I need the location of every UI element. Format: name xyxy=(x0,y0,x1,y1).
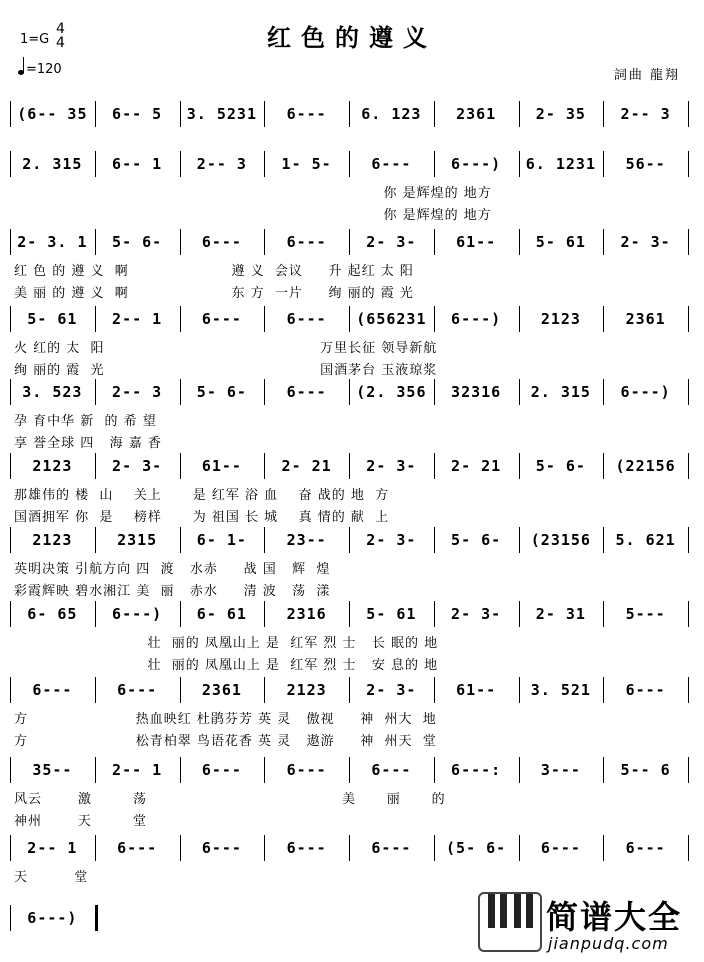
bar-line xyxy=(349,101,350,127)
bar-line xyxy=(434,527,435,553)
bar-line xyxy=(519,379,520,405)
lyric-line xyxy=(0,484,704,504)
measure: 2-- 1 xyxy=(112,310,163,328)
measure: 2-- 1 xyxy=(112,761,163,779)
bar-line xyxy=(434,229,435,255)
bar-line xyxy=(180,306,181,332)
measure: 2- 21 xyxy=(281,457,332,475)
measure: 1- 5- xyxy=(281,155,332,173)
measure: 6---) xyxy=(620,383,671,401)
measure: 6- 65 xyxy=(27,605,78,623)
measure: 6---) xyxy=(451,155,502,173)
lyric-text: 风云 激 荡 美 丽 的 xyxy=(14,792,446,807)
measure: 2. 315 xyxy=(530,383,591,401)
bar-line xyxy=(349,229,350,255)
measure: 2361 xyxy=(201,681,242,699)
measure: 5-- 6 xyxy=(620,761,671,779)
bar-line xyxy=(264,757,265,783)
measure: 5- 61 xyxy=(27,310,78,328)
bar-line xyxy=(95,151,96,177)
measure: 2- 3- xyxy=(620,233,671,251)
bar-line xyxy=(95,101,96,127)
measure: 2- 21 xyxy=(451,457,502,475)
bar-line xyxy=(434,101,435,127)
bar-line xyxy=(264,379,265,405)
staff-row xyxy=(0,600,704,627)
bar-line xyxy=(688,601,689,627)
bar-line xyxy=(603,151,604,177)
measure: 6--- xyxy=(625,839,666,857)
bar-line xyxy=(519,306,520,332)
lyric-line xyxy=(0,632,704,652)
logo-text: 简谱大全 xyxy=(546,898,683,936)
song-title: 红色的遵义 xyxy=(267,23,437,52)
bar-line xyxy=(519,151,520,177)
time-signature-bottom: 4 xyxy=(56,35,65,51)
bar-line xyxy=(264,527,265,553)
bar-line xyxy=(688,306,689,332)
bar-line xyxy=(95,306,96,332)
staff-row xyxy=(0,676,704,703)
measure: 6--- xyxy=(286,839,327,857)
measure: (6-- 35 xyxy=(17,105,88,123)
lyric-line xyxy=(0,810,704,830)
lyric-text: 火 红的 太 阳 万里长征 领导新航 xyxy=(14,341,438,356)
bar-line xyxy=(180,677,181,703)
measure: 6---) xyxy=(27,909,78,927)
bar-line xyxy=(180,101,181,127)
bar-line xyxy=(519,101,520,127)
bar-line xyxy=(349,379,350,405)
measure: 6. 1231 xyxy=(525,155,596,173)
bar-line xyxy=(434,379,435,405)
bar-line xyxy=(519,601,520,627)
bar-line xyxy=(10,151,11,177)
measure: 6--- xyxy=(371,155,412,173)
bar-line xyxy=(688,151,689,177)
measure: 6--- xyxy=(286,383,327,401)
staff-row xyxy=(0,228,704,255)
bar-line xyxy=(10,601,11,627)
lyric-line xyxy=(0,182,704,202)
bar-line xyxy=(10,379,11,405)
key-signature: 1=G xyxy=(20,32,50,47)
bar-line xyxy=(603,527,604,553)
lyric-text: 神州 天 堂 xyxy=(14,814,147,829)
bar-line xyxy=(264,601,265,627)
measure: 56-- xyxy=(625,155,666,173)
measure: 2. 315 xyxy=(22,155,83,173)
measure: 3. 521 xyxy=(530,681,591,699)
staff-row xyxy=(0,150,704,177)
bar-line xyxy=(434,601,435,627)
bar-line xyxy=(603,835,604,861)
lyric-line xyxy=(0,708,704,728)
bar-line xyxy=(349,601,350,627)
bar-line xyxy=(180,527,181,553)
bar-line xyxy=(180,601,181,627)
bar-line xyxy=(349,677,350,703)
lyric-line xyxy=(0,359,704,379)
staff-row xyxy=(0,756,704,783)
bar-line xyxy=(95,527,96,553)
lyric-text: 享 誉全球 四 海 嘉 香 xyxy=(14,436,162,451)
measure: 6--- xyxy=(32,681,73,699)
lyric-text: 英明决策 引航方向 四 渡 水赤 战 国 辉 煌 xyxy=(14,562,331,577)
measure: 2- 31 xyxy=(535,605,586,623)
measure: 2123 xyxy=(32,457,73,475)
bar-line xyxy=(688,527,689,553)
measure: 2- 3- xyxy=(366,233,417,251)
measure: 3--- xyxy=(540,761,581,779)
measure: 5- 61 xyxy=(535,233,586,251)
measure: 2- 3- xyxy=(112,457,163,475)
lyric-text: 你 是辉煌的 地方 xyxy=(14,208,492,223)
measure: 5- 6- xyxy=(112,233,163,251)
bar-line xyxy=(95,677,96,703)
measure: 6---) xyxy=(451,310,502,328)
measure: 35-- xyxy=(32,761,73,779)
bar-line xyxy=(180,151,181,177)
measure: 61-- xyxy=(456,681,497,699)
measure: 5. 621 xyxy=(615,531,676,549)
measure: 6- 61 xyxy=(196,605,247,623)
measure: 5- 6- xyxy=(451,531,502,549)
measure: (23156 xyxy=(530,531,591,549)
measure: 2316 xyxy=(286,605,327,623)
measure: 6--- xyxy=(286,761,327,779)
lyric-text: 壮 丽的 凤凰山上 是 红军 烈 士 安 息的 地 xyxy=(14,658,439,673)
lyric-line xyxy=(0,432,704,452)
measure: 6--- xyxy=(201,233,242,251)
quarter-note-icon xyxy=(18,70,24,75)
logo-url: jianpudq.com xyxy=(548,934,669,953)
bar-line xyxy=(349,453,350,479)
bar-line xyxy=(688,453,689,479)
bar-line xyxy=(688,835,689,861)
bar-line xyxy=(10,229,11,255)
lyric-line xyxy=(0,337,704,357)
lyric-text: 红 色 的 遵 义 啊 遵 义 会议 升 起红 太 阳 xyxy=(14,264,414,279)
lyric-text: 绚 丽的 霞 光 国酒茅台 玉液琼浆 xyxy=(14,363,438,378)
bar-line xyxy=(180,757,181,783)
credit: 詞曲 龍翔 xyxy=(613,68,680,83)
bar-line xyxy=(688,757,689,783)
bar-line xyxy=(519,527,520,553)
measure: (656231 xyxy=(356,310,427,328)
lyric-line xyxy=(0,580,704,600)
bar-line xyxy=(180,229,181,255)
bar-line xyxy=(434,151,435,177)
measure: 6--- xyxy=(286,310,327,328)
measure: 6---: xyxy=(451,761,502,779)
bar-line xyxy=(688,677,689,703)
bar-line xyxy=(10,306,11,332)
staff-row xyxy=(0,526,704,553)
bar-line xyxy=(603,306,604,332)
lyric-line xyxy=(0,866,704,886)
final-bar-line xyxy=(95,905,98,931)
bar-line xyxy=(519,229,520,255)
bar-line xyxy=(10,835,11,861)
bar-line xyxy=(349,757,350,783)
lyric-line xyxy=(0,730,704,750)
measure: 6--- xyxy=(201,839,242,857)
bar-line xyxy=(264,229,265,255)
measure: 2123 xyxy=(32,531,73,549)
bar-line xyxy=(264,306,265,332)
measure: 61-- xyxy=(456,233,497,251)
lyric-text: 天 堂 xyxy=(14,870,89,885)
staff-row xyxy=(0,378,704,405)
measure: 6--- xyxy=(201,761,242,779)
lyric-line xyxy=(0,558,704,578)
bar-line xyxy=(434,453,435,479)
measure: 6--- xyxy=(286,233,327,251)
bar-line xyxy=(349,151,350,177)
bar-line xyxy=(603,453,604,479)
measure: 6--- xyxy=(201,310,242,328)
bar-line xyxy=(95,601,96,627)
measure: 3. 5231 xyxy=(186,105,257,123)
bar-line xyxy=(603,101,604,127)
bar-line xyxy=(349,527,350,553)
bar-line xyxy=(264,835,265,861)
measure: 6--- xyxy=(625,681,666,699)
bar-line xyxy=(434,306,435,332)
bar-line xyxy=(603,229,604,255)
lyric-line xyxy=(0,282,704,302)
piano-keys-icon xyxy=(478,892,542,952)
measure: (2. 356 xyxy=(356,383,427,401)
site-logo xyxy=(478,892,698,954)
measure: (5- 6- xyxy=(446,839,507,857)
measure: 5- 61 xyxy=(366,605,417,623)
bar-line xyxy=(10,757,11,783)
bar-line xyxy=(603,601,604,627)
measure: 2- 35 xyxy=(535,105,586,123)
lyric-text: 那雄伟的 楼 山 关上 是 红军 浴 血 奋 战的 地 方 xyxy=(14,488,390,503)
measure: 2-- 3 xyxy=(620,105,671,123)
measure: 2- 3- xyxy=(366,531,417,549)
bar-line xyxy=(180,379,181,405)
measure: 6--- xyxy=(540,839,581,857)
lyric-line xyxy=(0,506,704,526)
bar-line xyxy=(519,757,520,783)
bar-line xyxy=(95,835,96,861)
measure: 5- 6- xyxy=(535,457,586,475)
measure: 6--- xyxy=(371,839,412,857)
bar-line xyxy=(180,453,181,479)
bar-line xyxy=(688,229,689,255)
bar-line xyxy=(603,379,604,405)
measure: 61-- xyxy=(201,457,242,475)
measure: 2- 3. 1 xyxy=(17,233,88,251)
measure: 2361 xyxy=(625,310,666,328)
lyric-line xyxy=(0,788,704,808)
bar-line xyxy=(10,101,11,127)
measure: (22156 xyxy=(615,457,676,475)
measure: 2-- 3 xyxy=(196,155,247,173)
measure: 6--- xyxy=(371,761,412,779)
bar-line xyxy=(95,757,96,783)
lyric-line xyxy=(0,654,704,674)
lyric-text: 国酒拥军 你 是 榜样 为 祖国 长 城 真 情的 献 上 xyxy=(14,510,390,525)
measure: 2123 xyxy=(540,310,581,328)
measure: 2- 3- xyxy=(366,681,417,699)
lyric-line xyxy=(0,204,704,224)
lyric-text: 方 松青柏翠 鸟语花香 英 灵 遨游 神 州天 堂 xyxy=(14,734,437,749)
bar-line xyxy=(264,453,265,479)
bar-line xyxy=(349,835,350,861)
lyric-line xyxy=(0,260,704,280)
bar-line xyxy=(180,835,181,861)
bar-line xyxy=(10,527,11,553)
time-signature xyxy=(56,22,65,50)
bar-line xyxy=(95,229,96,255)
measure: 2- 3- xyxy=(451,605,502,623)
bar-line xyxy=(688,379,689,405)
bar-line xyxy=(10,453,11,479)
measure: 6--- xyxy=(286,105,327,123)
measure: 6- 1- xyxy=(196,531,247,549)
bar-line xyxy=(603,757,604,783)
bar-line xyxy=(434,757,435,783)
measure: 6. 123 xyxy=(361,105,422,123)
measure: 2- 3- xyxy=(366,457,417,475)
lyric-line xyxy=(0,410,704,430)
measure: 2-- 3 xyxy=(112,383,163,401)
measure: 23-- xyxy=(286,531,327,549)
lyric-text: 孕 育中华 新 的 希 望 xyxy=(14,414,157,429)
measure: 2123 xyxy=(286,681,327,699)
measure: 5--- xyxy=(625,605,666,623)
measure: 6--- xyxy=(117,839,158,857)
measure: 2315 xyxy=(117,531,158,549)
bar-line xyxy=(519,453,520,479)
lyric-text: 方 热血映红 杜鹃芬芳 英 灵 傲视 神 州大 地 xyxy=(14,712,437,727)
bar-line xyxy=(519,835,520,861)
time-signature-top: 4 xyxy=(56,21,65,37)
tempo-mark xyxy=(18,62,62,77)
lyric-text: 壮 丽的 凤凰山上 是 红军 烈 士 长 眠的 地 xyxy=(14,636,439,651)
measure: 2-- 1 xyxy=(27,839,78,857)
tempo-value: =120 xyxy=(26,62,62,77)
staff-row xyxy=(0,305,704,332)
measure: 6--- xyxy=(117,681,158,699)
staff-row xyxy=(0,100,704,127)
measure: 6-- 1 xyxy=(112,155,163,173)
bar-line xyxy=(264,677,265,703)
staff-row xyxy=(0,834,704,861)
measure: 3. 523 xyxy=(22,383,83,401)
staff-row xyxy=(0,452,704,479)
bar-line xyxy=(603,677,604,703)
lyric-text: 美 丽 的 遵 义 啊 东 方 一片 绚 丽的 霞 光 xyxy=(14,286,414,301)
bar-line xyxy=(349,306,350,332)
bar-line xyxy=(264,101,265,127)
bar-line xyxy=(95,453,96,479)
measure: 2361 xyxy=(456,105,497,123)
bar-line xyxy=(519,677,520,703)
bar-line xyxy=(95,379,96,405)
bar-line xyxy=(434,835,435,861)
measure: 6-- 5 xyxy=(112,105,163,123)
bar-line xyxy=(688,101,689,127)
lyric-text: 你 是辉煌的 地方 xyxy=(14,186,492,201)
bar-line xyxy=(264,151,265,177)
measure: 6---) xyxy=(112,605,163,623)
bar-line xyxy=(10,677,11,703)
bar-line xyxy=(434,677,435,703)
measure: 5- 6- xyxy=(196,383,247,401)
bar-line xyxy=(10,905,11,931)
lyric-text: 彩霞辉映 碧水湘江 美 丽 赤水 清 波 荡 漾 xyxy=(14,584,331,599)
measure: 32316 xyxy=(451,383,502,401)
